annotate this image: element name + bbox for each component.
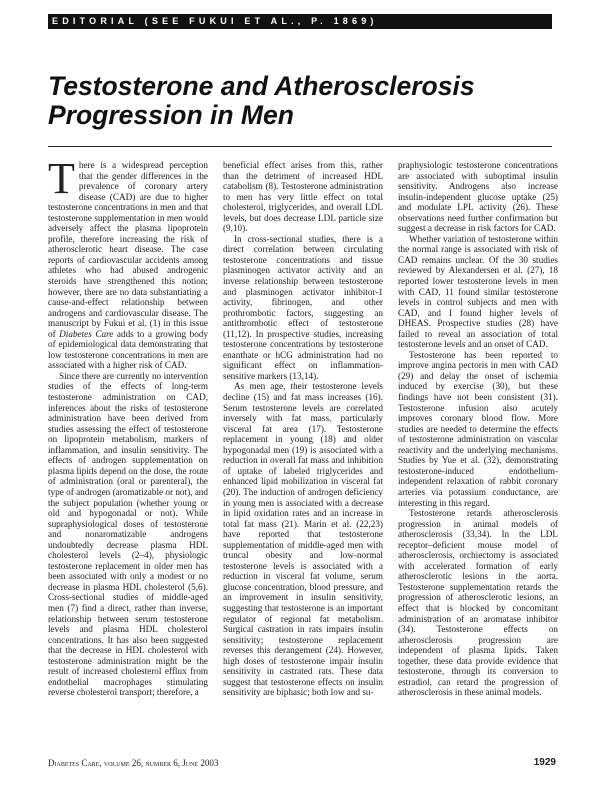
column-1 — [48, 160, 208, 752]
column-2 — [223, 160, 383, 752]
editorial-banner: EDITORIAL (SEE FUKUI ET AL., P. 1869) — [48, 14, 552, 29]
paragraph: beneficial effect arises from this, rather than the detriment of increased HDL catabolism (8). Testosterone administration to men has very little effect on total cholesterol, triglycerides, and overall LDL levels, but does decrease LDL particle size (9,10). — [223, 160, 383, 234]
article-title: Testosterone and Atherosclerosis Progression in Men — [48, 71, 475, 130]
paragraph: There is a widespread perception that the gender differences in the prevalence of coronary artery disease (CAD) are due to higher testosterone concentrations in men and that testosterone supplementation in men would adversely affect the plasma lipoprotein profile, therefore increasing the risk of atherosclerotic heart disease. The case reports of cardiovascular accidents among athletes who had abused androgenic steroids have strengthened this notion; however, there are no data substantiating a cause-and-effect relationship between androgens and cardiovascular disease. The manuscript by Fukui et al. (1) in this issue of Diabetes Care adds to a growing body of epidemiological data demonstrating that low testosterone concentrations in men are associated with a higher risk of CAD. — [48, 160, 208, 371]
journal-name: Diabetes Care — [59, 328, 114, 339]
paragraph: Testosterone has been reported to improve angina pectoris in men with CAD (29) and delay the onset of ischemia induced by exercise (30), but these findings have not been consistent (31). Testosterone infusion also acutely improves coronary blood flow. More studies are needed to determine the effects of testosterone administration on vascular reactivity and the underlying mechanisms. Studies by Yue et al. (32), demonstrating testosterone-induced endothelium-independent relaxation of rabbit coronary arteries via potassium conductance, are interesting in this regard. — [398, 349, 558, 508]
article-body — [48, 160, 558, 752]
paragraph: praphysiologic testosterone concentrations are associated with suboptimal insulin sensitivity. Androgens also increase insulin-independent glucose uptake (25) and modulate LPL activity (26). These observations need further confirmation but suggest a decrease in risk factors for CAD. — [398, 160, 558, 234]
paragraph: As men age, their testosterone levels decline (15) and fat mass increases (16). Serum testosterone levels are correlated inversely with fat mass, particularly visceral fat area (17). Testosterone replacement in young (18) and older hypogonadal men (19) is associated with a reduction in overall fat mass and inhibition of uptake of labeled triglycerides and enhanced lipid mobilization in visceral fat (20). The induction of androgen deficiency in young men is associated with a decrease in lipid oxidation rates and an increase in total fat mass (21). Marin et al. (22,23) have reported that testosterone supplementation of middle-aged men with truncal obesity and low-normal testosterone levels is associated with a reduction in visceral fat volume, serum glucose concentration, blood pressure, and an improvement in insulin sensitivity, suggesting that testosterone is an important regulator of regional fat metabolism. Surgical castration in rats impairs insulin sensitivity; testosterone replacement reverses this derangement (24). However, high doses of testosterone impair insulin sensitivity in castrated rats. These data suggest that testosterone effects on insulin sensitivity are biphasic; both low and su- — [223, 381, 383, 698]
paragraph: Testosterone retards atherosclerosis progression in animal models of atherosclerosis (33,34). In the LDL receptor–deficient mouse model of atherosclerosis, orchiectomy is associated with accelerated formation of early atherosclerotic lesions in the aorta. Testosterone supplementation retards the progression of atherosclerotic lesions, an effect that is blocked by concomitant administration of an aromatase inhibitor (34). Testosterone effects on atherosclerosis progression are independent of plasma lipids. Taken together, these data provide evidence that testosterone, through its conversion to estradiol, can retard the progression of atherosclerosis in these animal models. — [398, 508, 558, 698]
journal-footer: Diabetes Care, volume 26, number 6, June 2003 — [48, 758, 219, 768]
paragraph: Whether variation of testosterone within the normal range is associated with risk of CAD remains unclear. Of the 30 studies reviewed by Alexandersen et al. (27), 18 reported lower testosterone levels in men with CAD, 11 found similar testosterone levels in control subjects and men with CAD, and I found higher levels of DHEAS. Prospective studies (28) have failed to reveal an association of total testosterone levels and an onset of CAD. — [398, 233, 558, 350]
drop-cap: T — [48, 160, 75, 203]
page-number: 1929 — [533, 757, 556, 768]
paragraph: Since there are currently no intervention studies of the effects of long-term testosterone administration on CAD, inferences about the risks of testosterone administration have been derived from studies assessing the effect of testosterone on lipoprotein metabolism, markers of inflammation, and insulin sensitivity. The effects of androgen supplementation on plasma lipids depend on the dose, the route of administration (oral or parenteral), the type of androgen (aromatizable or not), and the subject population (whether young or old and hypogonadal or not). While supraphysiological doses of testosterone and nonaromatizable androgens undoubtedly decrease plasma HDL cholesterol levels (2–4), physiologic testosterone replacement in older men has been associated with only a modest or no decrease in plasma HDL cholesterol (5,6). Cross-sectional studies of middle-aged men (7) find a direct, rather than inverse, relationship between serum testosterone levels and plasma HDL cholesterol concentrations. It has also been suggested that the decrease in HDL cholesterol with testosterone administration might be the result of increased cholesterol efflux from endothelial macrophages stimulating reverse cholesterol transport; therefore, a — [48, 370, 208, 698]
column-3 — [398, 160, 558, 752]
paragraph: In cross-sectional studies, there is a direct correlation between circulating testosterone concentrations and tissue plasminogen activator activity and an inverse relationship between testosterone and plasminogen activator inhibitor-1 activity, fibrinogen, and other prothrombotic factors, suggesting an antithrombotic effect of testosterone (11,12). In prospective studies, increasing testosterone concentrations by testosterone enanthate or hCG administration had no significant effect on inflammation-sensitive markers (13,14). — [223, 233, 383, 381]
title-divider — [48, 146, 552, 147]
